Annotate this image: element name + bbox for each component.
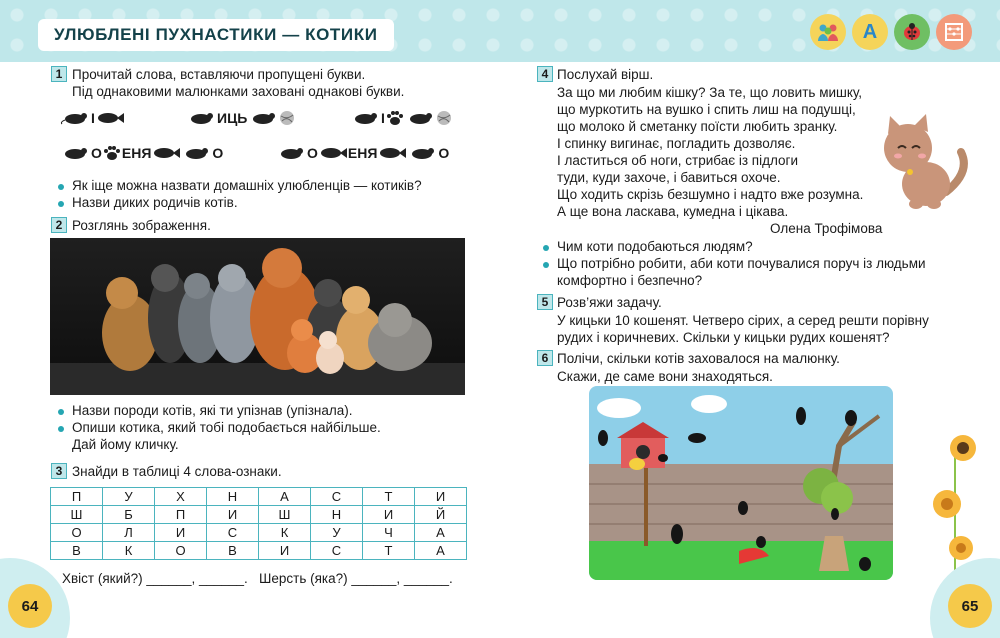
fish-icon (319, 146, 347, 160)
task3-text: Знайди в таблиці 4 слова-ознаки. (72, 464, 282, 479)
grid-cell[interactable]: Й (415, 506, 467, 524)
ladybug-icon[interactable] (894, 14, 930, 50)
mouse-icon (350, 111, 380, 125)
task-number: 4 (537, 66, 553, 82)
mouse-icon (60, 146, 90, 160)
grid-cell[interactable]: В (207, 542, 259, 560)
letter-a-glyph: A (862, 20, 878, 43)
poem-line: І ластиться об ноги, стрибає із підлоги (557, 153, 798, 168)
fish-icon (96, 111, 124, 125)
task1-bullet2: Назви диких родичів котів. (72, 195, 238, 210)
grid-cell[interactable]: А (415, 542, 467, 560)
grid-cell[interactable]: Б (103, 506, 155, 524)
rebus-letter: О (307, 145, 318, 161)
poem-line: що молоко й сметанку поїсти любить зранку. (557, 119, 838, 134)
grid-cell[interactable]: П (155, 506, 207, 524)
poem-line: А ще вона ласкава, кумедна і цікава. (557, 204, 789, 219)
poem-line: І спинку вигинає, погладить дозволяє. (557, 136, 796, 151)
grid-cell[interactable]: О (51, 524, 103, 542)
task5-title: Розв’яжи задачу. (557, 295, 662, 310)
task2-bullet2-line1: Опиши котика, який тобі подобається найбільше. (72, 420, 381, 435)
task5-line1: У кицьки 10 кошенят. Четверо сірих, а серед решти порівну (557, 313, 929, 328)
task1-bullet1: Як іще можна назвати домашніх улюбленців — котиків? (72, 178, 422, 193)
grid-cell[interactable]: О (155, 542, 207, 560)
rebus-word-4 (60, 145, 223, 161)
task-number: 3 (51, 463, 67, 479)
page-number-left: 64 (8, 584, 52, 628)
rebus-word-2 (186, 110, 295, 126)
page-title (38, 19, 394, 51)
grid-cell[interactable]: Н (311, 506, 363, 524)
paw-icon (103, 145, 121, 161)
title-text: УЛЮБЛЕНІ ПУХНАСТИКИ — КОТИКИ (54, 25, 378, 44)
rebus-letter: О (91, 145, 102, 161)
rebus-letters: ЕНЯ (121, 145, 152, 161)
grid-row (51, 524, 467, 542)
rebus-word-3 (350, 110, 452, 126)
grid-row (51, 542, 467, 560)
grid-cell[interactable]: В (51, 542, 103, 560)
mouse-icon (186, 111, 216, 125)
grid-cell[interactable]: И (207, 506, 259, 524)
grid-cell[interactable]: И (155, 524, 207, 542)
grid-cell[interactable]: С (207, 524, 259, 542)
mouse-icon (181, 146, 211, 160)
rebus-word-5 (276, 145, 449, 161)
bullet (58, 201, 64, 207)
grid-cell[interactable]: С (311, 488, 363, 506)
letter-a-icon[interactable] (852, 14, 888, 50)
cartoon-cat-illustration (876, 112, 972, 212)
rebus-word-1 (60, 110, 124, 126)
yarn-ball-icon (436, 110, 452, 126)
rebus-letters: ЕНЯ (347, 145, 378, 161)
paw-icon (386, 110, 404, 126)
bullet (543, 245, 549, 251)
bullet (543, 262, 549, 268)
grid-cell[interactable]: У (103, 488, 155, 506)
grid-cell[interactable]: И (415, 488, 467, 506)
grid-cell[interactable]: Н (207, 488, 259, 506)
grid-cell[interactable]: И (363, 506, 415, 524)
task-number: 2 (51, 217, 67, 233)
task-number: 5 (537, 294, 553, 310)
grid-cell[interactable]: К (103, 542, 155, 560)
group-icon[interactable] (810, 14, 846, 50)
grid-cell[interactable]: И (259, 542, 311, 560)
grid-cell[interactable]: У (311, 524, 363, 542)
fish-icon (378, 146, 406, 160)
grid-cell[interactable]: П (51, 488, 103, 506)
bullet (58, 184, 64, 190)
grid-cell[interactable]: Т (363, 542, 415, 560)
grid-cell[interactable]: К (259, 524, 311, 542)
flowers-decor (925, 430, 985, 570)
task2-bullet2-line2: Дай йому кличку. (72, 437, 179, 452)
abacus-icon[interactable] (936, 14, 972, 50)
grid-cell[interactable]: Т (363, 488, 415, 506)
task-number: 6 (537, 350, 553, 366)
letter-grid (50, 487, 467, 560)
bullet (58, 426, 64, 432)
task4-bullet1: Чим коти подобаються людям? (557, 239, 753, 254)
task6-line2: Скажи, де саме вони знаходяться. (557, 369, 773, 384)
bullet (58, 409, 64, 415)
grid-row (51, 488, 467, 506)
task1-line1: Прочитай слова, вставляючи пропущені букви. (72, 67, 366, 82)
grid-cell[interactable]: А (259, 488, 311, 506)
rebus-letter: І (381, 110, 385, 126)
poem-line: За що ми любим кішку? За те, що ловить мишку, (557, 85, 863, 100)
task-number: 1 (51, 66, 67, 82)
grid-cell[interactable]: Х (155, 488, 207, 506)
grid-cell[interactable]: Ч (363, 524, 415, 542)
rebus-letter: О (212, 145, 224, 161)
mouse-icon (405, 111, 435, 125)
toolbar-icons (810, 14, 972, 50)
mouse-icon (276, 146, 306, 160)
rebus-letter: О (438, 145, 450, 161)
grid-cell[interactable]: С (311, 542, 363, 560)
grid-cell[interactable]: Ш (51, 506, 103, 524)
rebus-letter: І (91, 110, 95, 126)
mouse-icon (60, 111, 90, 125)
task1-line2: Під однаковими малюнками заховані однакові букви. (72, 84, 405, 99)
task4-bullet2-line1: Що потрібно робити, аби коти почувалися поруч із людьми (557, 256, 926, 271)
task2-text: Розглянь зображення. (72, 218, 211, 233)
poem-line: туди, куди захоче, і бавиться охоче. (557, 170, 781, 185)
page-number-right: 65 (948, 584, 992, 628)
grid-row (51, 506, 467, 524)
yarn-ball-icon (279, 110, 295, 126)
task4-bullet2-line2: комфортно і безпечно? (557, 273, 703, 288)
task5-line2: рудих і коричневих. Скільки у кицьки рудих кошенят? (557, 330, 890, 345)
rebus-letters: ИЦЬ (217, 110, 248, 126)
task4-title: Послухай вірш. (557, 67, 654, 82)
mouse-icon (407, 146, 437, 160)
poem-author: Олена Трофімова (770, 221, 883, 236)
fish-icon (152, 146, 180, 160)
task3-footer: Хвіст (який?) ______, ______. Шерсть (яка?) ______, ______. (62, 571, 453, 586)
task6-line1: Полічи, скільки котів заховалося на малюнку. (557, 351, 840, 366)
poem-line: що муркотить на вушко і спить лиш на подушці, (557, 102, 856, 117)
grid-cell[interactable]: Л (103, 524, 155, 542)
cats-photo (50, 238, 465, 395)
poem-line: Що ходить скрізь безшумно і надто вже розумна. (557, 187, 864, 202)
grid-cell[interactable]: Ш (259, 506, 311, 524)
grid-cell[interactable]: А (415, 524, 467, 542)
task2-bullet1: Назви породи котів, які ти упізнав (упізнала). (72, 403, 353, 418)
hidden-cats-illustration (589, 386, 893, 580)
mouse-icon (248, 111, 278, 125)
